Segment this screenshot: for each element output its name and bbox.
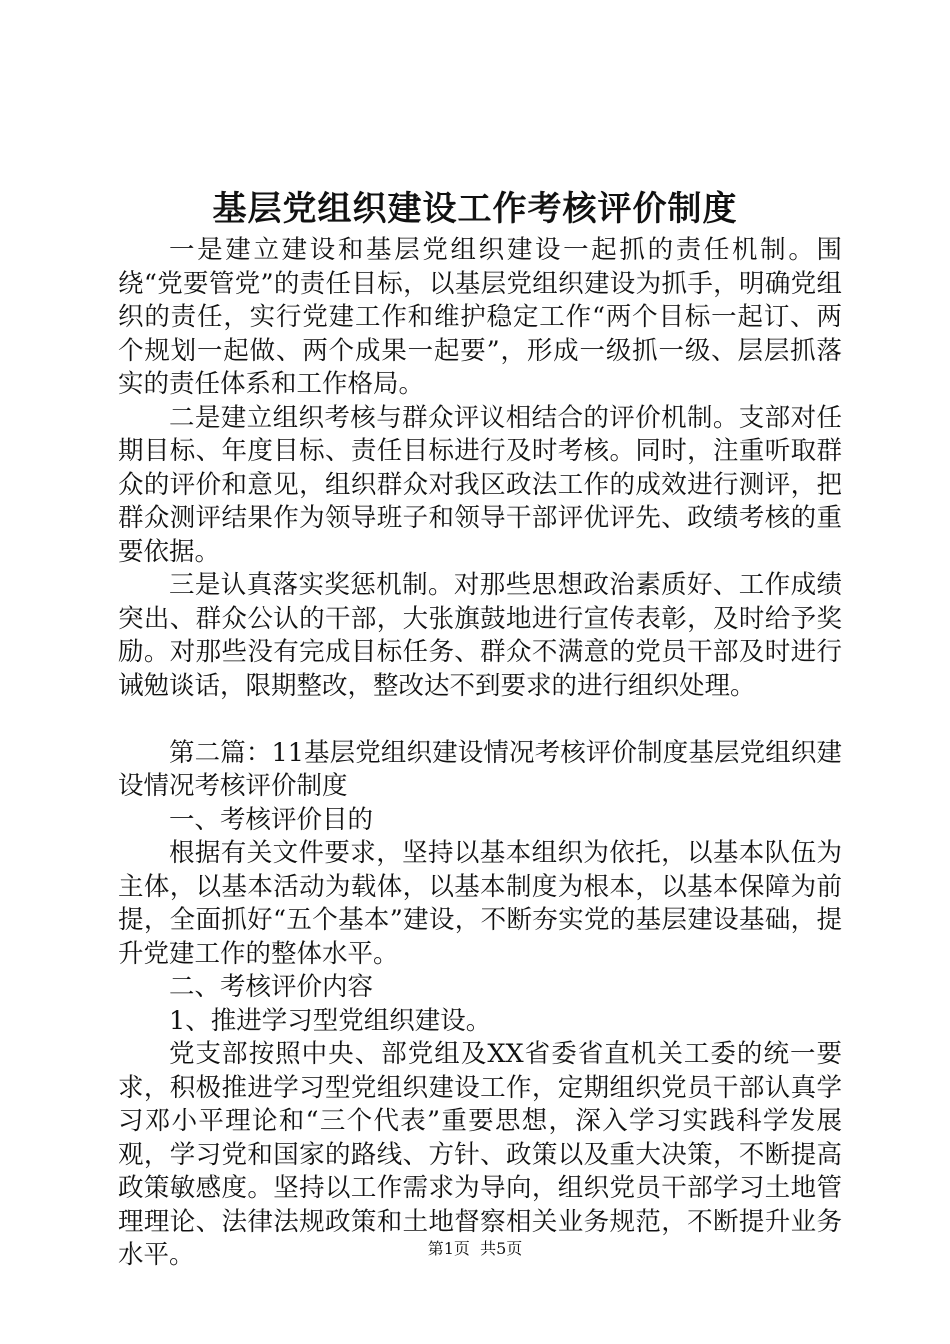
- subheading-learning-organization: 1、推进学习型党组织建设。: [169, 1005, 492, 1036]
- page-footer: [0, 1238, 950, 1260]
- document-body: [118, 234, 842, 1273]
- paragraph-reward-mechanism: 三是认真落实奖惩机制。对那些思想政治素质好、工作成绩突出、群众公认的干部，大张旗鼓地进行宣传表彰，及时给予奖励。对那些没有完成目标任务、群众不满意的党员干部及时进行诫勉谈话，限期整改，整改达不到要求的进行组织处理。: [118, 570, 842, 701]
- paragraph-evaluation-mechanism: 二是建立组织考核与群众评议相结合的评价机制。支部对任期目标、年度目标、责任目标进行及时考核。同时，注重听取群众的评价和意见，组织群众对我区政法工作的成效进行测评，把群众测评结果作为领导班子和领导干部评优评先、政绩考核的重要依据。: [118, 402, 842, 567]
- document-title: 基层党组织建设工作考核评价制度: [212, 189, 738, 229]
- paragraph-responsibility-mechanism: 一是建立建设和基层党组织建设一起抓的责任机制。围绕“党要管党”的责任目标，以基层党组织建设为抓手，明确党组织的责任，实行党建工作和维护稳定工作“两个目标一起订、两个规划一起做、两个成果一起要”，形成一级抓一级、层层抓落实的责任体系和工作格局。: [118, 235, 842, 399]
- paragraph-learning-organization: 党支部按照中央、部党组及XX省委省直机关工委的统一要求，积极推进学习型党组织建设工作，定期组织党员干部认真学习邓小平理论和“三个代表”重要思想，深入学习实践科学发展观，学习党和国家的路线、方针、政策以及重大决策，不断提高政策敏感度。坚持以工作需求为导向，组织党员干部学习土地管理理论、法律法规政策和土地督察相关业务规范，不断提升业务水平。: [118, 1039, 842, 1270]
- page-number: 第1页: [427, 1239, 470, 1258]
- section-heading-purpose: 一、考核评价目的: [169, 804, 374, 835]
- paragraph-gap: [118, 703, 842, 737]
- page-total: 共5页: [480, 1239, 523, 1258]
- section-heading-content: 二、考核评价内容: [169, 972, 374, 1002]
- section-heading-part-two: 第二篇：11基层党组织建设情况考核评价制度基层党组织建设情况考核评价制度: [118, 737, 842, 801]
- footer-spacer: [470, 1239, 480, 1258]
- paragraph-purpose: 根据有关文件要求，坚持以基本组织为依托，以基本队伍为主体，以基本活动为载体，以基本制度为根本，以基本保障为前提，全面抓好“五个基本”建设，不断夯实党的基层建设基础，提升党建工作的整体水平。: [118, 838, 842, 969]
